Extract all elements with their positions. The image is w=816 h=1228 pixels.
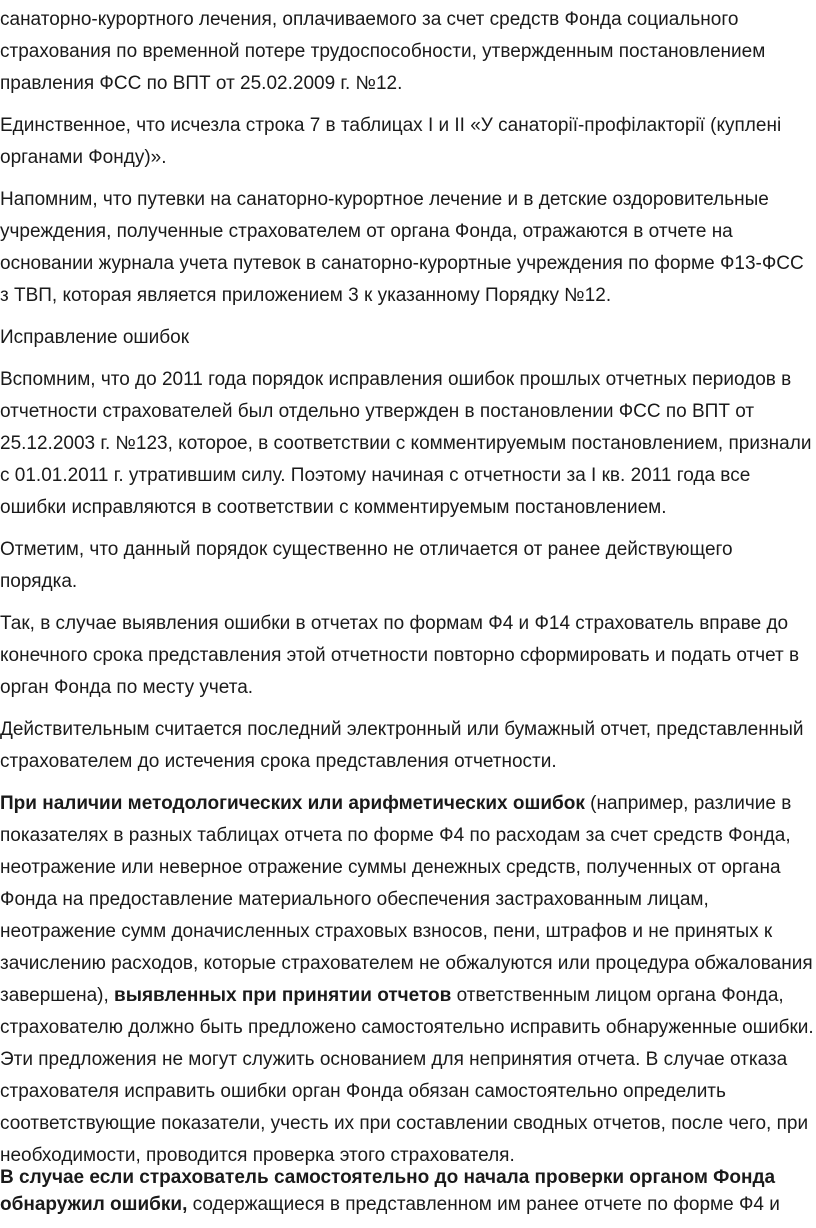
paragraph-methodological-errors xyxy=(0,788,816,1172)
paragraph-note: Отметим, что данный порядок существенно не отличается от ранее действующего порядка. xyxy=(0,539,733,592)
paragraph-vouchers: Напомним, что путевки на санаторно-курортное лечение и в детские оздоровительные учреждения, полученные страхователем от органа Фонда, отражаются в отчете на основании журнала учета путевок в санаторно-курортные учреждения по форме Ф13-ФСС з ТВП, которая является приложением 3 к указанному Порядку №12. xyxy=(0,189,804,306)
paragraph-sanatorium-order: санаторно-курортного лечения, оплачиваемого за счет средств Фонда социального страхования по временной потере трудоспособности, утвержденным постановлением правления ФСС по ВПТ от 25.02.2009 г. №12. xyxy=(0,9,766,94)
paragraph-history: Вспомним, что до 2011 года порядок исправления ошибок прошлых отчетных периодов в отчетности страхователей был отдельно утвержден в постановлении ФСС по ВПТ от 25.12.2003 г. №123, которое, в соответствии с комментируемым постановлением, признали с 01.01.2011 г. утратившим силу. Поэтому начиная с отчетности за I кв. 2011 года все ошибки исправляются в соответствии с комментируемым постановлением. xyxy=(0,369,812,518)
section-heading-error-correction: Исправление ошибок xyxy=(0,327,190,348)
paragraph-removed-line: Единственное, что исчезла строка 7 в таблицах I и II «У санаторії-профілакторії (куплені органами Фонду)». xyxy=(0,115,782,168)
text-errors-details: (например, различие в показателях в разных таблицах отчета по форме Ф4 по расходам за счет средств Фонда, неотражение или неверное отражение суммы денежных средств, полученных от органа Фонда на предоставление материального обеспечения застрахованным лицам, неотражение сумм доначисленных страховых взносов, пени, штрафов и не принятых к зачислению расходов, которые страхователем не обжалуются или процедура обжалования завершена), xyxy=(0,793,813,1006)
bold-self-detected: В случае если страхователь самостоятельно до начала проверки органом Фонда обнаружил ошибки, xyxy=(0,1167,776,1215)
text-errors-consequences: ответственным лицом органа Фонда, страхователю должно быть предложено самостоятельно исправить обнаруженные ошибки. Эти предложения не могут служить основанием для непринятия отчета. В случае отказа страхователя исправить ошибки орган Фонда обязан самостоятельно определить соответствующие показатели, учесть их при составлении сводных отчетов, после чего, при необходимости, проводится проверка этого страхователя. xyxy=(0,985,814,1166)
document-body xyxy=(0,4,816,1228)
text-self-detected: содержащиеся в представленном им ранее отчете по форме Ф4 и xyxy=(187,1194,780,1215)
paragraph-resubmission: Так, в случае выявления ошибки в отчетах по формам Ф4 и Ф14 страхователь вправе до конечного срока представления этой отчетности повторно сформировать и подать отчет в орган Фонда по месту учета. xyxy=(0,613,800,698)
bold-detected-on-acceptance: выявленных при принятии отчетов xyxy=(114,985,452,1006)
bold-lead-errors: При наличии методологических или арифметических ошибок xyxy=(0,793,585,814)
paragraph-valid-report: Действительным считается последний электронный или бумажный отчет, представленный страхователем до истечения срока представления отчетности. xyxy=(0,719,804,772)
paragraph-self-detected xyxy=(0,1164,816,1218)
